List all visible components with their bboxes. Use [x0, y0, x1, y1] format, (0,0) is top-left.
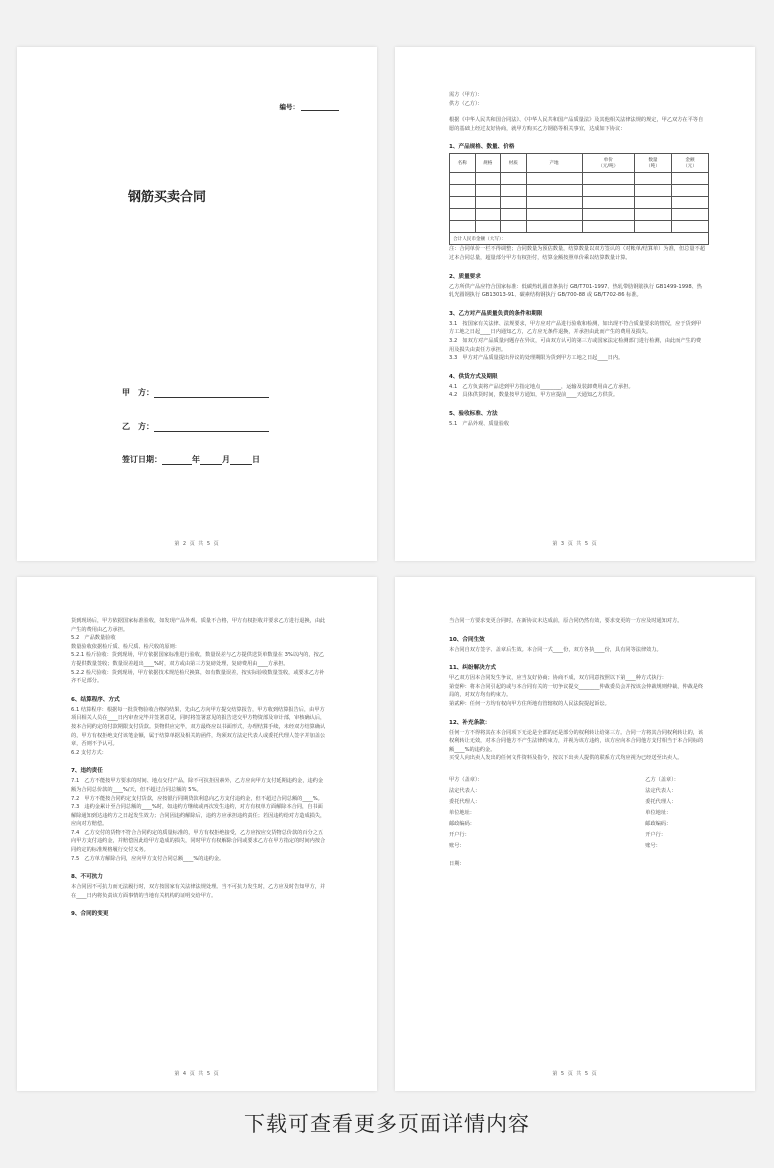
section-6-title: 6、结算程序、方式: [71, 696, 120, 703]
table-row: [450, 173, 709, 185]
contract-title: 钢筋买卖合同: [127, 190, 206, 205]
section-11-title: 11、纠纷解决方式: [449, 665, 496, 672]
page-footer: 第 4 页 共 5 页: [174, 1071, 220, 1077]
contract-number-blank: [301, 103, 339, 111]
clause-11-2: 第壹种：将本合同引起的或与本合同有关的一切争议提交________仲裁委员会并按该会仲裁规则仲裁，仲裁是终局的，对双方均有约束力。: [449, 683, 704, 699]
section-5-title: 5、验收标准、方法: [449, 410, 498, 417]
clause-7-5: 7.5 乙方单方解除合同，应向甲方支付合同总额____%的违约金。: [71, 855, 225, 862]
clause-7-4: 7.4 乙方交付的货物不符合合同约定的质量标准的，甲方有权拒绝接受，乙方应按应交货物总价款的百分之五向甲方支付违约金，并赔偿因此给甲方造成的损失，同时甲方有权解除合同或要求乙方在甲方指定的时间内按合同约定的标准规格履行交付义务。: [71, 829, 326, 854]
table-total-row: 合计人民币金额（大写）：: [450, 233, 709, 245]
party-a-blank: [154, 388, 269, 398]
table-header-row: [450, 154, 709, 173]
clause-4-1: 4.1 乙方负责将产品送到甲方指定地点________，运输及装卸费用由乙方承担。: [449, 383, 634, 390]
section-10-title: 10、合同生效: [449, 636, 485, 643]
section-2-title: 2、质量要求: [449, 273, 481, 280]
clause-3-2: 3.2 如双方对产品质量问题存在异议，可由双方认可的第三方或国家法定检测部门进行检测，由此而产生的费用及损失由责任方承担。: [449, 337, 702, 353]
page-footer: 第 2 页 共 5 页: [174, 541, 220, 547]
section-7-title: 7、违约责任: [71, 768, 103, 775]
section-8-text: 本合同因不可抗力而无法履行时，双方按国家有关法律法规处理。当不可抗力发生时，乙方应及时告知甲方，并在____日内将负责该方面事情的当地有关机构的证明交给甲方。: [71, 884, 326, 899]
signature-date: 日期：: [449, 860, 465, 867]
paragraph: 5.2 产品数量验收: [71, 635, 116, 642]
page-footer: 第 5 页 共 5 页: [552, 1071, 598, 1077]
table-note: 注：合同单价一栏不得调整；合同数量为预估数量，结算数量以双方签认的（对帐单/结算单）为准，但总量不超过本合同总量，超量部分甲方有权拒付，结算金额按照单价乘以结算数量计算。: [449, 246, 705, 261]
section-3-title: 3、乙方对产品质量负责的条件和期限: [449, 310, 543, 317]
demand-party-line: 需方（甲方）：: [449, 92, 483, 98]
table-header-cell: 规格: [475, 154, 501, 173]
section-10-text: 本合同自双方签字、盖章后生效。本合同一式____份，双方各执____份，具有同等法律效力。: [449, 646, 662, 653]
party-b-label: 乙 方：: [122, 422, 154, 431]
table-row: [450, 209, 709, 221]
intro-paragraph: 根据《中华人民共和国合同法》、《中华人民共和国产品质量法》及其他相关法律法规的规定，甲乙双方在平等自愿的基础上经过友好协商，就甲方购买乙方钢筋等相关事宜，达成如下协议：: [449, 117, 704, 132]
contract-cover-page: [17, 47, 377, 561]
section-12-text-2: 买受人向出卖人发出的任何文件资料及指令，按以下出卖人提供的联系方式均应视为已经送至出卖人。: [449, 755, 683, 762]
table-header-cell: 名称: [450, 154, 476, 173]
contract-page-4: [17, 577, 377, 1091]
table-row: [450, 185, 709, 197]
download-caption: 下载可查看更多页面详情内容: [244, 1112, 530, 1136]
clause-7-1: 7.1 乙方不能按甲方要求的时间、地点交付产品，除不可抗拒因素外，乙方应向甲方支付延期违约金，违约金额为合同总价款的____%/天，但不超过合同总额的 5%。: [71, 778, 324, 793]
paragraph: 数量验收依据检斤质、检尺质、检尺收的原则：: [71, 643, 180, 650]
table-row: [450, 221, 709, 233]
contract-page-3: [395, 47, 755, 561]
clause-5-1: 5.1 产品外观、质量验收: [449, 420, 510, 427]
table-header-cell: 材质: [501, 154, 527, 173]
party-a-line: [122, 387, 269, 398]
clause-3-1: 3.1 按国家有关法律、法规要求，甲方应对产品进行验收和检测，如出现不符合质量要求的情况，应于货到甲方工地之日起____日内通知乙方，乙方应无条件退换，并承担由此而产生的费用及损失。: [449, 320, 702, 336]
party-a-label: 甲 方：: [122, 388, 154, 397]
table-header-cell: 产地: [526, 154, 582, 173]
clause-7-3: 7.3 违约金累计至合同总额的____%时，如违约方继续或再次发生违约，对方有权单方面解除本合同，自书面解除通知到达违约方之日起发生效力；合同因违约解除后，违约方应承担违约责任；若因违约给对方造成损失，应向对方赔偿。: [71, 804, 326, 828]
contract-number-label: 编号：: [279, 103, 299, 111]
section-4-title: 4、供货方式及期限: [449, 373, 498, 380]
clause-6-2: 6.2 支付方式：: [71, 749, 107, 756]
clause-11-1: 甲乙双方因本合同发生争议，应当友好协商；协商不成，双方同意按照以下第____种方式执行：: [449, 675, 667, 682]
table-header-cell: 金额 （元）: [671, 154, 708, 173]
clause-11-3: 第贰种：任何一方均有权向甲方住所地有管辖权的人民法院提起诉讼。: [449, 700, 610, 707]
signature-block: [449, 775, 679, 852]
section-8-title: 8、不可抗力: [71, 874, 103, 881]
sign-date-label: 签订日期：: [122, 455, 162, 464]
clause-7-2: 7.2 甲方不能按合同约定支付货款，应按银行同期贷款利息向乙方支付违约金，但不超过合同总额的____%。: [71, 795, 323, 802]
party-b-blank: [154, 422, 269, 432]
clause-3-3: 3.3 甲方对产品质量提出异议的处理期限为货到甲方工地之日起____日内。: [449, 355, 624, 362]
paragraph: 当合同一方要求变更合同时，在新协议未达成前，原合同仍然有效，要求变更的一方应及时通知对方。: [449, 618, 683, 624]
section-2-text: 乙方所供产品应符合国家标准：低碳热轧圆盘条执行 GB/T701-1997、热轧带肋钢筋执行 GB1499-1998、热轧光圆钢执行 GB13013-91、碳素结构钢执行 GB/700-88 或 GB/T702-86 标准。: [449, 283, 702, 299]
paragraph: 5.2.2 检尺验收：货到现场，甲方依据技术规范检尺换算，如有数量误差，按实际验收数量签收，或要求乙方补齐不足部分。: [71, 669, 325, 685]
contract-number-field: [280, 102, 340, 111]
section-9-title: 9、合同的变更: [71, 911, 109, 918]
table-header-cell: 单价 （元/吨）: [582, 154, 634, 173]
party-a-signature-column: 甲方（盖章）： 法定代表人： 委托代理人： 单位地址： 邮政编码： 开户行： 账号：: [449, 776, 483, 849]
section-12-title: 12、补充条款：: [449, 719, 491, 726]
party-b-signature-column: 乙方（盖章）： 法定代表人： 委托代理人： 单位地址： 邮政编码： 开户行： 账号：: [645, 776, 679, 849]
page-footer: 第 3 页 共 5 页: [552, 541, 598, 547]
clause-4-2: 4.2 具体供货时间，数量按甲方通知，甲方应提前____天通知乙方供货。: [449, 392, 619, 399]
paragraph: 5.2.1 检斤验收：货到现场，甲方依据国家标准进行验收，数量误差与乙方提供送货单数量在 3%以内的，按乙方提供数量签收；数量误差超出____%时，双方或由第三方复磅处理，复磅费用由____方承担。: [71, 652, 324, 667]
supply-party-line: 供方（乙方）：: [449, 100, 483, 107]
contract-page-5: [395, 577, 755, 1091]
price-table: [449, 153, 709, 245]
table-header-cell: 数量 （吨）: [634, 154, 671, 173]
party-b-line: [122, 421, 269, 432]
clause-6-1: 6.1 结算程序：根据每一批货物验收合格的结果，先由乙方向甲方提交结算报告，甲方收到结算报告后，由甲方项目相关人员在____日内审查完毕并签署意见，同时将签署意见的报告送交甲方物资部及审计部，审核确认后，按本合同约定的付款期限支付货款。货物供应完毕，双方最终应以书面形式，办理结算手续，未经双方结算确认的，甲方有权拒绝支付该笔金额，属于结算单据及相关的函件，均须双方法定代表人或委托代理人签字并加盖公章，否则不予认可。: [71, 706, 326, 748]
section-12-text: 任何一方不得将其在本合同项下无论是全部的还是部分的权利转让给第三方。合同一方将其合同权利转让的，该权利转让无效，对本合同他方不产生法律约束力，并视为该方违约，该方应向本合同他方支付相当于本合同标的额____%的违约金。: [449, 729, 704, 753]
section-1-title: 1、产品规格、数量、价格: [449, 144, 515, 151]
paragraph: 货到现场后，甲方依据国家标准验收，如发现产品外观、质量不合格，甲方有权拒收并要求乙方进行退换，由此产生的费用由乙方承担。: [71, 618, 326, 633]
table-row: [450, 197, 709, 209]
sign-date-line: 签订日期： 年 月 日: [122, 455, 260, 464]
